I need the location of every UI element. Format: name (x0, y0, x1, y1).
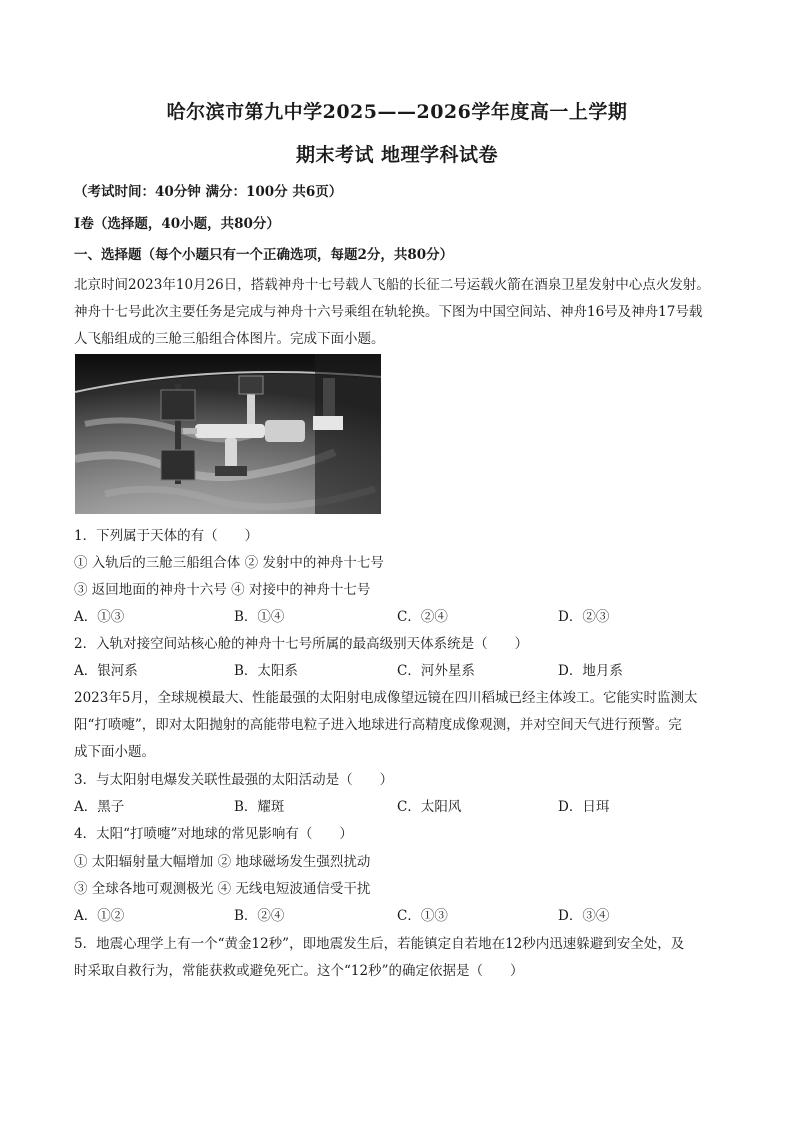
q5-stem-line2: 时采取自救行为，常能获救或避免死亡。这个“12秒”的确定依据是（ ） (74, 963, 524, 979)
q4-option-d: D．③④ (558, 908, 610, 924)
exam-title-line2: 期末考试 地理学科试卷 (295, 144, 499, 166)
q4-option-c: C．①③ (397, 908, 448, 924)
passage1-line3: 人飞船组成的三舱三船组合体图片。完成下面小题。 (74, 331, 385, 347)
q3-option-d: D．日珥 (558, 799, 610, 815)
q3-option-a: A．黑子 (74, 799, 125, 815)
q4-items-line2: ③ 全球各地可观测极光 ④ 无线电短波通信受干扰 (74, 881, 371, 897)
q3-option-c: C．太阳风 (397, 799, 462, 815)
exam-title-line1: 哈尔滨市第九中学2025——2026学年度高一上学期 (166, 101, 628, 123)
q4-option-b: B．②④ (234, 908, 285, 924)
q3-stem: 3．与太阳射电爆发关联性最强的太阳活动是（ ） (74, 772, 394, 788)
q2-option-a: A．银河系 (74, 663, 138, 679)
q4-stem: 4．太阳“打喷嚏”对地球的常见影响有（ ） (74, 826, 353, 842)
q1-items-line2: ③ 返回地面的神舟十六号 ④ 对接中的神舟十七号 (74, 582, 371, 598)
q4-items-line1: ① 太阳辐射量大幅增加 ② 地球磁场发生强烈扰动 (74, 854, 371, 870)
q3-options (74, 795, 724, 815)
q1-option-b: B．①④ (234, 609, 285, 625)
section-heading: 一、选择题（每个小题只有一个正确选项，每题2分，共80分） (74, 247, 454, 263)
q2-option-d: D．地月系 (558, 663, 623, 679)
q1-option-d: D．②③ (558, 609, 610, 625)
q2-options (74, 659, 724, 679)
space-station-photo (75, 354, 381, 514)
passage2-line2: 阳“打喷嚏”，即对太阳抛射的高能带电粒子进入地球进行高精度成像观测，并对空间天气进行预警。完 (74, 717, 682, 733)
passage2-line3: 成下面小题。 (74, 744, 155, 760)
q1-items-line1: ① 入轨后的三舱三船组合体 ② 发射中的神舟十七号 (74, 555, 384, 571)
q1-stem: 1．下列属于天体的有（ ） (74, 528, 259, 544)
q2-option-c: C．河外星系 (397, 663, 475, 679)
q1-option-a: A．①③ (74, 609, 125, 625)
q3-option-b: B．耀斑 (234, 799, 285, 815)
q4-options (74, 904, 724, 924)
space-station-photo-icon (75, 354, 381, 514)
part-label: I卷（选择题，40小题，共80分） (74, 216, 280, 232)
passage1-line1: 北京时间2023年10月26日，搭载神舟十七号载人飞船的长征二号运载火箭在酒泉卫星发射中心点火发射。 (74, 277, 710, 293)
passage2-line1: 2023年5月，全球规模最大、性能最强的太阳射电成像望远镜在四川稻城已经主体竣工。它能实时监测太 (74, 690, 698, 706)
q1-option-c: C．②④ (397, 609, 448, 625)
q2-stem: 2．入轨对接空间站核心舱的神舟十七号所属的最高级别天体系统是（ ） (74, 636, 529, 652)
q4-option-a: A．①② (74, 908, 125, 924)
q1-options (74, 605, 724, 625)
exam-info: （考试时间：40分钟 满分：100分 共6页） (74, 184, 343, 200)
q5-stem-line1: 5．地震心理学上有一个“黄金12秒”，即地震发生后，若能镇定自若地在12秒内迅速躲避到安全处，及 (74, 936, 685, 952)
passage1-line2: 神舟十七号此次主要任务是完成与神舟十六号乘组在轨轮换。下图为中国空间站、神舟16号及神舟17号载 (74, 304, 703, 320)
q2-option-b: B．太阳系 (234, 663, 298, 679)
